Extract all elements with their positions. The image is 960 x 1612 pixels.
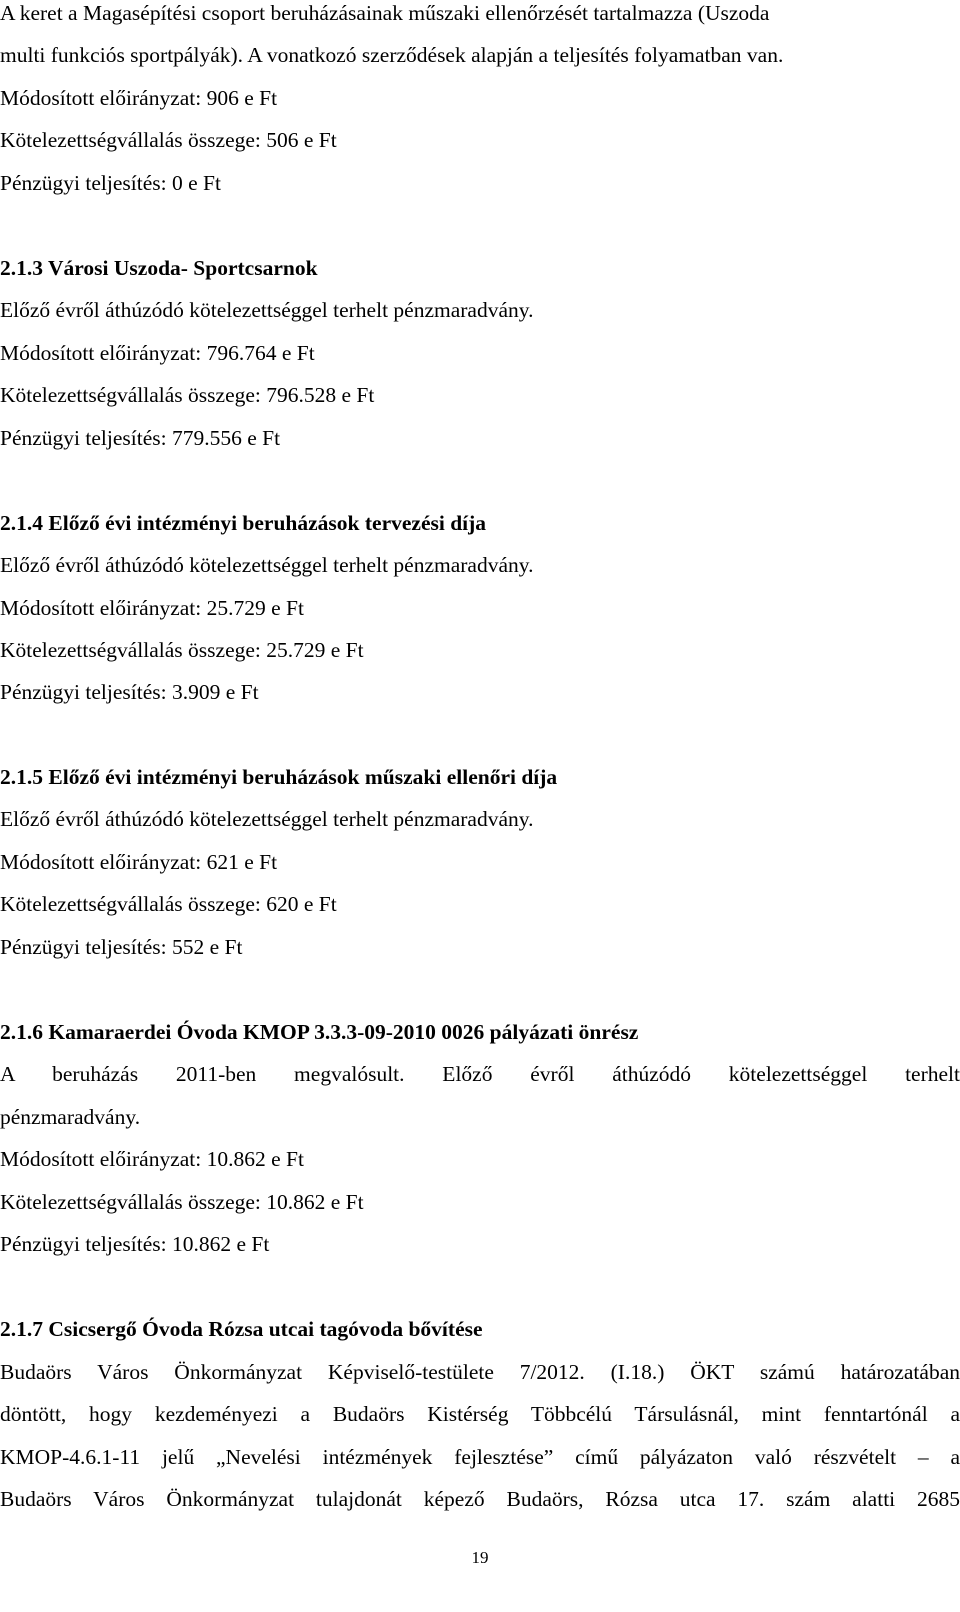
intro-commitment-amount: Kötelezettségvállalás összege: 506 e Ft — [0, 128, 337, 152]
section-2-1-5-description: Előző évről áthúzódó kötelezettséggel terhelt pénzmaradvány. — [0, 807, 534, 831]
section-2-1-5-modified-appropriation: Módosított előirányzat: 621 e Ft — [0, 850, 278, 874]
section-2-1-4-description: Előző évről áthúzódó kötelezettséggel terhelt pénzmaradvány. — [0, 553, 534, 577]
section-2-1-6-commitment-amount: Kötelezettségvállalás összege: 10.862 e Ft — [0, 1190, 364, 1214]
section-2-1-5-financial-payment: Pénzügyi teljesítés: 552 e Ft — [0, 935, 243, 959]
intro-line-1: A keret a Magasépítési csoport beruházásainak műszaki ellenőrzését tartalmazza (Uszoda — [0, 1, 770, 25]
section-2-1-4-commitment-amount: Kötelezettségvállalás összege: 25.729 e Ft — [0, 638, 364, 662]
section-heading-2-1-3: 2.1.3 Városi Uszoda- Sportcsarnok — [0, 256, 318, 280]
section-2-1-6-financial-payment: Pénzügyi teljesítés: 10.862 e Ft — [0, 1232, 270, 1256]
page-number: 19 — [471, 1548, 489, 1567]
section-2-1-3-modified-appropriation: Módosított előirányzat: 796.764 e Ft — [0, 341, 315, 365]
section-2-1-6-description-line-2: pénzmaradvány. — [0, 1105, 141, 1129]
section-2-1-6-description-line-1: A beruházás 2011-ben megvalósult. Előző évről áthúzódó kötelezettséggel terhelt — [0, 1062, 960, 1086]
intro-line-2: multi funkciós sportpályák). A vonatkozó szerződések alapján a teljesítés folyamatban van. — [0, 43, 784, 67]
section-heading-2-1-7: 2.1.7 Csicsergő Óvoda Rózsa utcai tagóvoda bővítése — [0, 1317, 483, 1341]
intro-financial-payment: Pénzügyi teljesítés: 0 e Ft — [0, 171, 221, 195]
section-2-1-7-paragraph-line-1: Budaörs Város Önkormányzat Képviselő-testülete 7/2012. (I.18.) ÖKT számú határozatában — [0, 1360, 960, 1384]
section-2-1-4-financial-payment: Pénzügyi teljesítés: 3.909 e Ft — [0, 680, 259, 704]
section-2-1-7-paragraph-line-2: döntött, hogy kezdeményezi a Budaörs Kistérség Többcélú Társulásnál, mint fenntartónál a — [0, 1402, 960, 1426]
section-2-1-7-paragraph-line-4: Budaörs Város Önkormányzat tulajdonát képező Budaörs, Rózsa utca 17. szám alatti 2685 — [0, 1487, 960, 1511]
intro-modified-appropriation: Módosított előirányzat: 906 e Ft — [0, 86, 278, 110]
section-2-1-3-financial-payment: Pénzügyi teljesítés: 779.556 e Ft — [0, 426, 281, 450]
section-heading-2-1-4: 2.1.4 Előző évi intézményi beruházások tervezési díja — [0, 511, 487, 535]
section-heading-2-1-5: 2.1.5 Előző évi intézményi beruházások műszaki ellenőri díja — [0, 765, 558, 789]
section-2-1-6-modified-appropriation: Módosított előirányzat: 10.862 e Ft — [0, 1147, 304, 1171]
section-2-1-5-commitment-amount: Kötelezettségvállalás összege: 620 e Ft — [0, 892, 337, 916]
section-2-1-3-commitment-amount: Kötelezettségvállalás összege: 796.528 e Ft — [0, 383, 375, 407]
section-2-1-7-paragraph-line-3: KMOP-4.6.1-11 jelű „Nevelési intézmények fejlesztése” című pályázaton való részvételt – a — [0, 1445, 960, 1469]
section-2-1-4-modified-appropriation: Módosított előirányzat: 25.729 e Ft — [0, 596, 304, 620]
section-2-1-3-description: Előző évről áthúzódó kötelezettséggel terhelt pénzmaradvány. — [0, 298, 534, 322]
section-heading-2-1-6: 2.1.6 Kamaraerdei Óvoda KMOP 3.3.3-09-2010 0026 pályázati önrész — [0, 1020, 639, 1044]
